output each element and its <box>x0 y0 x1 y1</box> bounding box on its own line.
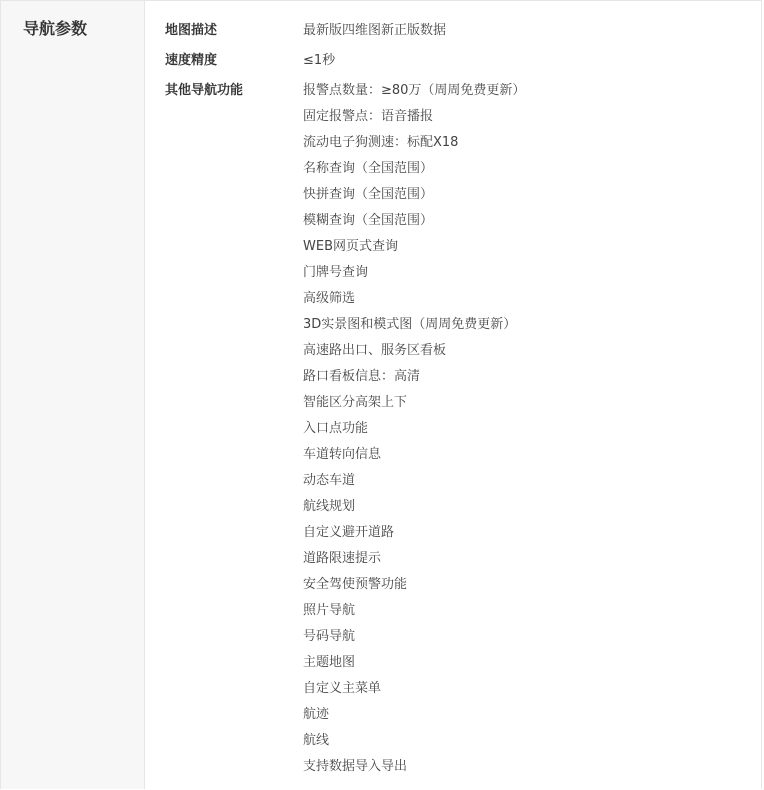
feature-item: 支持数据导入导出 <box>303 759 408 774</box>
spec-label: 其他导航功能 <box>165 83 244 98</box>
feature-item: 快拼查询（全国范围） <box>303 187 434 202</box>
feature-item: 照片导航 <box>303 603 356 618</box>
feature-item: 航迹 <box>303 707 330 722</box>
feature-item: 流动电子狗测速：标配X18 <box>303 135 459 150</box>
feature-item: 自定义主菜单 <box>303 681 382 696</box>
feature-item: 动态车道 <box>303 473 356 488</box>
feature-item: 智能区分高架上下 <box>303 395 408 410</box>
feature-list <box>303 81 525 783</box>
spec-row-map-desc <box>165 21 761 41</box>
spec-label: 地图描述 <box>165 23 218 38</box>
feature-item: 报警点数量：≥80万（周周免费更新） <box>303 83 526 98</box>
feature-item: 自定义避开道路 <box>303 525 395 540</box>
spec-label: 速度精度 <box>165 53 218 68</box>
spec-value-list <box>303 81 525 783</box>
feature-item: WEB网页式查询 <box>303 239 398 254</box>
spec-value: 最新版四维图新正版数据 <box>303 23 447 38</box>
spec-row-other-features <box>165 81 761 783</box>
feature-item: 路口看板信息：高清 <box>303 369 421 384</box>
feature-item: 高级筛选 <box>303 291 356 306</box>
feature-item: 模糊查询（全国范围） <box>303 213 434 228</box>
feature-item: 号码导航 <box>303 629 356 644</box>
feature-item: 高速路出口、服务区看板 <box>303 343 447 358</box>
spec-value: ≤1秒 <box>303 53 336 68</box>
feature-item: 入口点功能 <box>303 421 369 436</box>
feature-item: 名称查询（全国范围） <box>303 161 434 176</box>
feature-item: 3D实景图和模式图（周周免费更新） <box>303 317 517 332</box>
spec-row-speed-accuracy <box>165 51 761 71</box>
feature-item: 车道转向信息 <box>303 447 382 462</box>
feature-item: 安全驾使预警功能 <box>303 577 408 592</box>
feature-item: 道路限速提示 <box>303 551 382 566</box>
feature-item: 航线 <box>303 733 330 748</box>
section-sidebar <box>1 1 145 789</box>
feature-item: 固定报警点：语音播报 <box>303 109 434 124</box>
section-body <box>145 1 761 789</box>
section-title: 导航参数 <box>23 19 88 38</box>
feature-item: 主题地图 <box>303 655 356 670</box>
feature-item: 航线规划 <box>303 499 356 514</box>
feature-item: 门牌号查询 <box>303 265 369 280</box>
